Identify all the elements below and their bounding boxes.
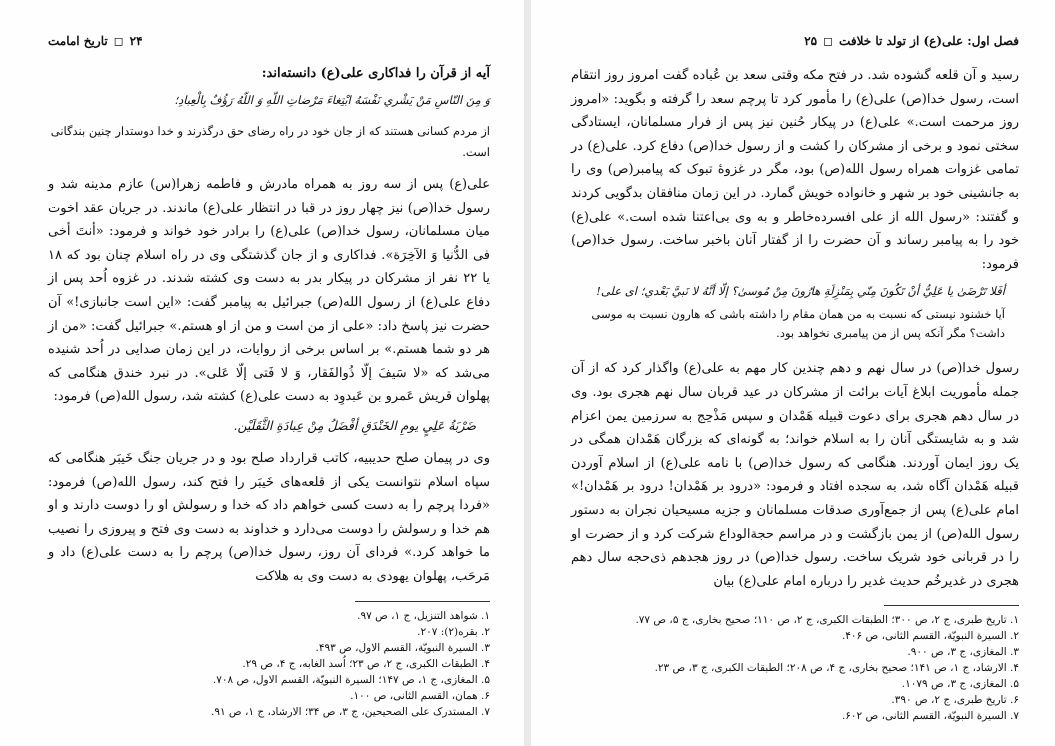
footnote: ۱. تاریخ طبری، ج ۲، ص ۳۰۰؛ الطبقات الکبری، ج ۲، ص ۱۱۰؛ صحیح بخاری، ج ۵، ص ۷۷. [635,614,1019,627]
footnote: ۲. السیرة النبویّة، القسم الثانی، ص ۴۰۶. [841,630,1019,643]
left-page [0,0,524,746]
footnote: ۱. شواهد التنزیل، ج ۱، ص ۹۷. [357,609,490,622]
footnotes [571,612,1019,724]
footnote: ۷. المستدرک علی الصحیحین، ج ۳، ص ۳۴؛ الارشاد، ج ۱، ص ۹۱. [210,705,490,718]
footnote: ۳. المغازی، ج ۳، ص ۹۰۰. [907,646,1019,659]
running-title: تاریخ امامت [48,34,108,48]
separator-icon: ◻ [823,34,834,48]
book-gutter [524,0,531,746]
hadith-quote: ضَرْبَةُ عَلِيٍ یومِ الخَنْدَقِ أفْضَلُ مِنْ عِبادَةِ الثَّقَلَیْن. [233,417,476,433]
footnote: ۷. السیرة النبویّة، القسم الثانی، ص ۶۰۲. [841,710,1019,723]
hadith-translation: آیا خشنود نیستی که نسبت به من همان مقام را داشته باشی که هارون نسبت به موسی داشت؟ مگر آنکه پس از من پیامبری نخواهد بود. [591,307,1005,341]
footnote: ۶. تاریخ طبری، ج ۲، ص ۳۹۰. [891,694,1019,707]
footnote: ۵. المغازی، ج ۳، ص ۱۰۷۹. [901,678,1019,691]
paragraph: علی(ع) پس از سه روز به همراه مادرش و فاطمه زهرا(س) عازم مدینه شد و رسول خدا(ص) نیز چهار روز در قبا در انتظار علی(ع) ماندند. در جریان عقد اخوت میان مسلمانان، رسول خدا(ص) علی(ع) را برادر خود خواند و فرمود: «أنتَ أخی فی الدُّنیا وَ الآخِرَة». فداکاری و از جان گذشتگی وی در راه اسلام چنان بود که ۱۸ یا ۲۲ نفر از مشرکان در پیکار بدر به دست وی کشته شدند. در غزوه اُحد پس از دفاع علی(ع) از رسول الله(ص) جبرائیل به پیامبر گفت: «این است جانبازی!» آن حضرت نیز پاسخ داد: «علی از من است و من از او هستم.» جبرائیل گفت: «من از هر دو شما هستم.» بر اساس برخی از روایات، در این زمان صدایی در اُحد شنیده می‌شد که «لا سَیفَ إلّا ذُوالفَقار، وَ لا فَتی إلّا عَلی». در نبرد خندق هنگامی که پهلوان قریش عَمرو بن عَبدوِد به دست علی(ع) کشته شد، رسول الله(ص) فرمود: [48,177,490,405]
page-number: ۲۵ [804,34,818,48]
verse-arabic: وَ مِنَ النّاسِ مَنْ یَشْري نَفْسَهُ ابْتِغاءَ مَرْضاتِ اللّهِ وَ اللّهُ رَؤُفٌ بِالْعِبادِ؛ [174,93,490,107]
section-title: آیه از قرآن را فداکاری علی(ع) دانسته‌اند: [261,66,490,81]
hadith-quote: أفَلا تَرْضَیٰ یا عَلِيُّ أنْ تَکُونَ مِنّي بِمَنْزِلَةِ هارُونَ مِنْ مُوسیٰ؟ إلّا أنَّهُ لا نَبيَّ بَعْدي؛ ای علی! [596,284,1005,299]
right-page [531,0,1055,746]
footnote: ۳. السیرة النبویّة، القسم الاول، ص ۴۹۳. [315,641,490,654]
footnote: ۴. الطبقات الکبری، ج ۲، ص ۲۳؛ اُسد الغابه، ج ۴، ص ۲۹. [242,657,490,670]
footnote: ۲. بقره(۲): ۲۰۷. [417,625,490,638]
paragraph: رسید و آن قلعه گشوده شد. در فتح مکه وقتی سعد بن عُباده گفت امروز روز انتقام است، رسول خدا(ص) علی(ع) را مأمور کرد تا پرچم سعد را گرفته و بگوید: «امروز روز مرحمت است.» علی(ع) در پیکار حُنین نیز پس از فرار مسلمانان، ایستادگی سختی نمود و برخی از مشرکان را کشت و از رسول خدا(ص) دفاع کرد. علی(ع) در تمامی غزوات همراه رسول الله(ص) بود، مگر در غزوهٔ تبوک که پیامبر(ص) وی را به جانشینی خود بر شهر و خانواده خویش گمارد. در این زمان منافقان بدگویی کردند و گفتند: «رسول الله از علی افسرده‌خاطر و به وی بی‌اعتنا شده است.» علی(ع) خود را به پیامبر رساند و آن حضرت را از گفتار آنان باخبر ساخت. رسول خدا(ص) فرمود: [571,68,1019,272]
running-head [48,32,490,50]
page-number: ۲۴ [129,34,143,48]
footnote: ۶. همان، القسم الثانی، ص ۱۰۰. [350,689,490,702]
footnote: ۴. الارشاد، ج ۱، ص ۱۴۱؛ صحیح بخاری، ج ۴، ص ۲۰۸؛ الطبقات الکبری، ج ۳، ص ۲۳. [654,662,1019,675]
paragraph: وی در پیمان صلح حدیبیه، کاتب قرارداد صلح بود و در جریان جنگ خَیبَر هنگامی که سپاه اسلام نتوانست یکی از قلعه‌های خَیبَر را فتح کند، رسول الله(ص) فرمود: «فردا پرچم را به دست کسی خواهم داد که خدا و رسولش او را دوست دارند و او هم خدا و رسولش را دوست می‌دارد و خداوند به دست وی فتح و پیروزی را نصیب ما خواهد کرد.» فردای آن روز، رسول خدا(ص) پرچم را به دست علی(ع) داد و مَرحَب، پهلوان یهودی به دست وی به هلاکت [48,450,490,584]
paragraph: رسول خدا(ص) در سال نهم و دهم چندین کار مهم به علی(ع) واگذار کرد که از آن جمله مأموریت ابلاغ آیات برائت از مشرکان در عید قربان سال نهم هجری بود. وی در سال دهم هجری برای دعوت قبیله هَمْدان و سپس مَذْحِج به سرزمین یمن اعزام شد و به شایستگی آنان را به اسلام خواند؛ به گونه‌ای که بزرگان هَمْدان همگی در یک روز ایمان آوردند. هنگامی که رسول خدا(ص) با نامه علی(ع) از اسلام آوردن قبیله هَمْدان آگاه شد، به سجده افتاد و فرمود: «درود بر هَمْدان! درود بر هَمْدان!» امام علی(ع) پس از جمع‌آوری صدقات مسلمانان و جزیه مسیحیان نجران به دستور رسول الله(ص) از یمن بازگشت و در مراسم حجة‌الوداع شرکت کرد و از حضرت او را در قربانی خود شریک ساخت. رسول خدا(ص) در روز هجدهم ذی‌حجه سال دهم هجری در غدیرخُم حدیث غدیر را درباره امام علی(ع) بیان [571,361,1019,589]
footnote-divider [884,605,1019,606]
footnotes [48,608,490,720]
footnote-divider [355,601,490,602]
running-title: فصل اول: علی(ع) از تولد تا خلافت [839,34,1019,48]
verse-translation: از مردم کسانی هستند که از جان خود در راه رضای حق درگذرند و خدا دوستدار چنین بندگانی است. [50,124,490,159]
separator-icon: ◻ [113,34,124,48]
running-head [571,32,1019,50]
footnote: ۵. المغازی، ج ۱، ص ۱۴۷؛ السیرة النبویّة، القسم الاول، ص ۷۰۸. [212,673,490,686]
